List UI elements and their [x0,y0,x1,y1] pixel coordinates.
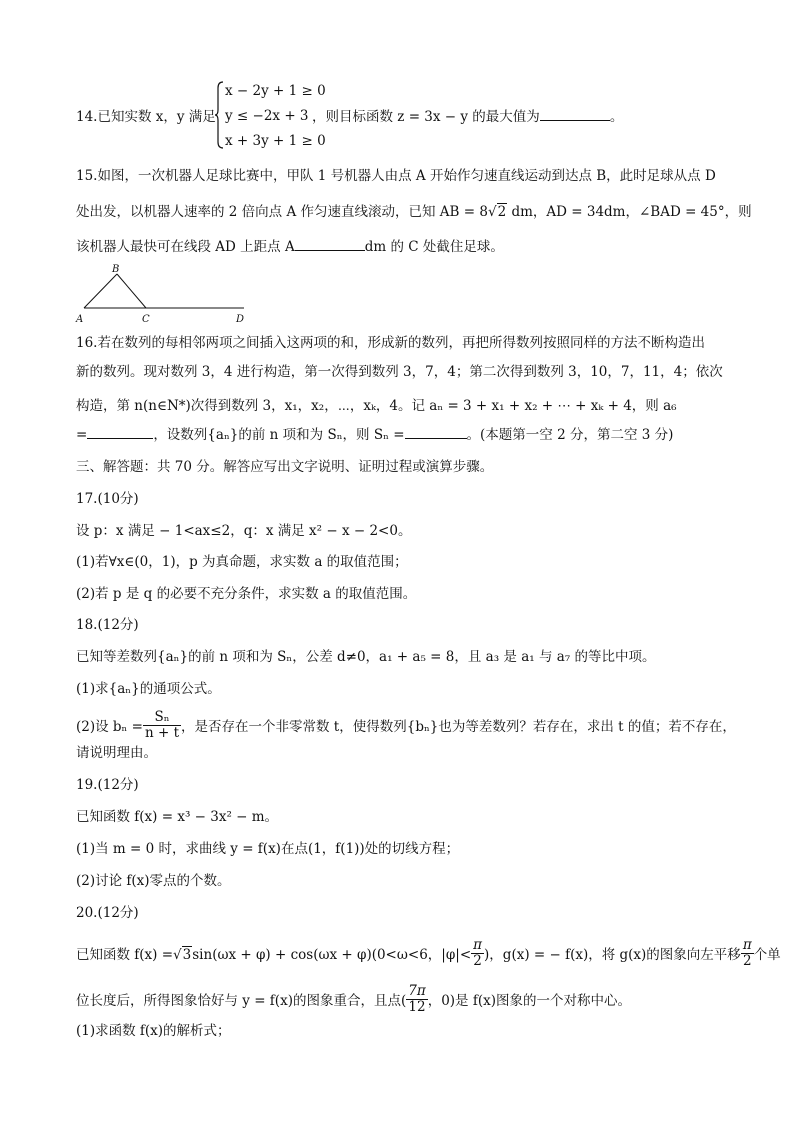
q16-line-1: 16.若在数列的每相邻两项之间插入这两项的和，形成新的数列，再把所得数列按照同样的方法不断构造出 [76,335,705,351]
q20-frac-a-den: 2 [473,953,482,969]
q19-sub-2: (2)讨论 f(x)零点的个数。 [76,873,231,889]
q15-figure [72,262,262,328]
segment-ab [84,274,117,308]
q16-line-2: 新的数列。现对数列 3，4 进行构造，第一次得到数列 3，7，4；第二次得到数列 3，10，7，11，4；依次 [76,364,723,380]
q14-answer-blank[interactable] [540,108,610,121]
q18-premise: 已知等差数列{aₙ}的前 n 项和为 Sₙ，公差 d≠0，a₁ + a₅ = 8，且 a₃ 是 a₁ 与 a₇ 的等比中项。 [76,649,656,665]
q16-line-4c: 。(本题第一空 2 分，第二空 3 分) [466,427,674,443]
sqrt-radicand-2: 3 [182,947,192,963]
q18-sub-2a: (2)设 bₙ = [76,719,143,735]
q14-question-line [312,108,623,126]
left-brace-icon [215,80,225,150]
q20-frac-pi-2-b [741,938,754,969]
q20-p2b: ，0)是 f(x)图象的一个对称中心。 [427,993,631,1009]
q14-inequality-3: x + 3y + 1 ≥ 0 [225,133,326,149]
q20-premise-2 [76,983,631,1017]
q20-frac-c-den: 12 [408,999,426,1015]
q20-frac-b-num: π [742,937,752,953]
label-d: D [236,314,245,325]
q20-p2a: 位长度后，所得图象恰好与 y = f(x)的图象重合，且点( [76,993,407,1009]
q18-frac-den: n + t [145,725,180,741]
q17-premise: 设 p：x 满足 − 1<ax≤2，q：x 满足 x² − x − 2<0。 [76,523,412,539]
q14-suffix: ，则目标函数 z = 3x − y 的最大值为 [312,109,540,125]
q20-frac-7pi-12 [406,984,427,1015]
q14-prefix: 14.已知实数 x，y 满足 [76,109,216,125]
q18-sub-2 [76,709,736,743]
q20-p1a: 已知函数 f(x) = [76,947,174,963]
label-c: C [142,314,150,325]
q17-sub-2: (2)若 p 是 q 的必要不充分条件，求实数 a 的取值范围。 [76,586,417,602]
q16-answer-blank-2[interactable] [405,426,467,439]
segment-bc [117,274,146,308]
q16-line-3: 构造，第 n(n∈N*)次得到数列 3，x₁，x₂，⋯，xₖ，4。记 aₙ = 3 + x₁ + x₂ + ⋯ + xₖ + 4，则 a₆ [76,398,677,414]
sqrt-radicand: 2 [497,204,507,220]
q18-fraction [143,710,181,741]
q15-line-2a: 处出发，以机器人速率的 2 倍向点 A 作匀速直线滚动，已知 AB = 8 [76,204,488,220]
q20-frac-c-num: 7π [408,983,426,999]
q19-sub-1: (1)当 m = 0 时，求曲线 y = f(x)在点(1，f(1))处的切线方程； [76,841,460,857]
q14-inequality-2: y ≤ −2x + 3 [225,108,309,124]
q15-line-3a: 该机器人最快可在线段 AD 上距点 A [76,239,295,255]
q19-premise: 已知函数 f(x) = x³ − 3x² − m。 [76,809,279,825]
q18-head: 18.(12分) [76,617,139,633]
q18-sub-2c: 请说明理由。 [76,745,157,761]
section-3-heading: 三、解答题：共 70 分。解答应写出文字说明、证明过程或演算步骤。 [76,459,494,475]
label-b: B [112,264,120,275]
q20-frac-a-num: π [473,937,483,953]
sqrt-symbol-2: √3 [173,947,192,963]
q17-head: 17.(10分) [76,491,139,507]
q20-sub-1: (1)求函数 f(x)的解析式； [76,1023,231,1039]
q14-inequality-1: x − 2y + 1 ≥ 0 [225,83,326,99]
q18-sub-1: (1)求{aₙ}的通项公式。 [76,681,221,697]
q15-line-3b: dm 的 C 处截住足球。 [364,239,504,255]
label-a: A [76,314,84,325]
q19-head: 19.(12分) [76,777,139,793]
q20-head: 20.(12分) [76,905,139,921]
q16-line-4a: = [76,427,88,443]
q20-p1c: )，g(x) = − f(x)，将 g(x)的图象向左平移 [484,947,741,963]
q20-frac-pi-2-a [471,938,484,969]
q18-frac-num: Sₙ [143,710,181,726]
q20-premise-1 [76,937,781,971]
q20-p1b: sin(ωx + φ) + cos(ωx + φ)(0<ω<6，|φ|< [192,947,472,963]
sqrt-symbol: √2 [487,204,507,220]
q15-line-3 [76,238,504,256]
q16-answer-blank-1[interactable] [87,426,153,439]
q15-line-1: 15.如图，一次机器人足球比赛中，甲队 1 号机器人由点 A 开始作匀速直线运动到达点 B，此时足球从点 D [76,168,716,184]
q15-answer-blank[interactable] [295,238,365,251]
q16-line-4 [76,426,673,444]
q15-line-2b: dm，AD = 34dm，∠BAD = 45°，则 [511,204,752,220]
q20-frac-b-den: 2 [742,953,752,969]
q15-line-2 [76,203,752,221]
q18-sub-2b: ，是否存在一个非零常数 t，使得数列{bₙ}也为等差数列？若存在，求出 t 的值；若不存在， [181,719,736,735]
q17-sub-1: (1)若∀x∈(0，1)，p 为真命题，求实数 a 的取值范围； [76,554,408,570]
q14-end: 。 [609,109,624,125]
q20-p1d: 个单 [753,947,781,963]
q16-line-4b: ，设数列{aₙ}的前 n 项和为 Sₙ，则 Sₙ = [153,427,405,443]
